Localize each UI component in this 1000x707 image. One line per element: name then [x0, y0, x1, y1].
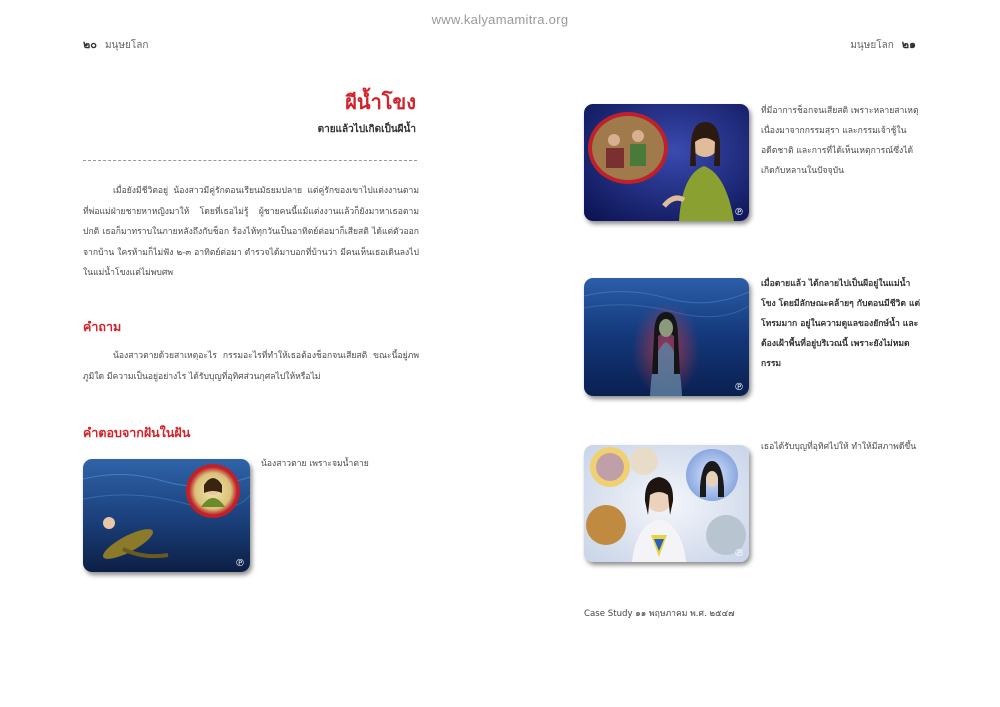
intro-paragraph [83, 181, 419, 284]
illustration-shock [584, 104, 749, 221]
publisher-logo-icon: ℗ [235, 558, 245, 569]
ghost-scene-image [584, 278, 749, 396]
running-title: มนุษยโลก [850, 40, 894, 51]
illustration-drowning [83, 459, 250, 572]
site-url: www.kalyamamitra.org [431, 12, 569, 27]
illustration-ghost [584, 278, 749, 396]
question-paragraph [83, 346, 419, 387]
publisher-logo-icon: ℗ [734, 548, 744, 559]
answer-caption: น้องสาวตาย เพราะจมน้ำตาย [261, 459, 369, 469]
publisher-logo-icon: ℗ [734, 207, 744, 218]
story-title: ผีน้ำโขง [345, 90, 416, 114]
publisher-logo-icon: ℗ [734, 382, 744, 393]
answer-heading: คำตอบจากฝันในฝัน [83, 425, 191, 440]
running-head-left [83, 35, 148, 53]
caption-shock: ที่มีอาการช็อกจนเสียสติ เพราะหลายสาเหตุ เนื่องมาจากกรรมสุรา และกรรมเจ้าชู้ในอดีตชาติ และการที่ได้เห็นเหตุการณ์ซึ่งได้เกิดกับหลานในปัจจุบัน [761, 106, 919, 176]
caption-merit: เธอได้รับบุญที่อุทิศไปให้ ทำให้มีสภาพดีขึ้น [761, 442, 917, 452]
right-page [500, 0, 1000, 707]
page-number: ๒๑ [901, 38, 916, 51]
question-text: น้องสาวตายด้วยสาเหตุอะไร กรรมอะไรที่ทำให้เธอต้องช็อกจนเสียสติ ขณะนี้อยู่ภพภูมิใด มีความเป็นอยู่อย่างไร ได้รับบุญที่อุทิศส่วนกุศลไปให้หรือไม่ [83, 351, 419, 382]
caption-ghost: เมื่อตายแล้ว ได้กลายไปเป็นผีอยู่ในแม่น้ำโขง โดยมีลักษณะคล้ายๆ กับตอนมีชีวิต แต่โทรมมาก อยู่ในความดูแลของยักษ์น้ำ และต้องเฝ้าพื้นที่อยู่บริเวณนี้ เพราะยังไม่หมดกรรม [761, 279, 921, 369]
drowning-scene-image [83, 459, 250, 572]
case-study-footer: Case Study ๑๑ พฤษภาคม พ.ศ. ๒๕๔๗ [584, 609, 735, 619]
shock-scene-image [584, 104, 749, 221]
title-divider [83, 160, 417, 161]
running-title: มนุษยโลก [104, 40, 149, 51]
running-head-right [850, 35, 916, 53]
story-subtitle: ตายแล้วไปเกิดเป็นผีน้ำ [317, 124, 416, 135]
merit-scene-image [584, 445, 749, 562]
question-heading: คำถาม [83, 319, 122, 334]
intro-text: เมื่อยังมีชีวิตอยู่ น้องสาวมีคู่รักตอนเรียนมัธยมปลาย แต่คู่รักของเขาไปแต่งงานตามที่พ่อแม่ฝ่ายชายหาหญิงมาให้ โดยที่เธอไม่รู้ ผู้ชายคนนี้แม้แต่งงานแล้วก็ยังมาหาเธอตามปกติ เธอก็มาทราบในภายหลังถึงกับช็อก ร้องไห้ทุกวันเป็นอาทิตย์ต่อมาก็เสียสติ ได้แต่ตัวออกจากบ้าน ใครห้ามก็ไม่ฟัง ๒-๓ อาทิตย์ต่อมา ตำรวจได้มาบอกที่บ้านว่า มีคนเห็นเธอเดินลงไปในแม่น้ำโขงแต่ไม่พบศพ [83, 186, 419, 278]
page-number: ๒๐ [83, 38, 97, 51]
illustration-merit [584, 445, 749, 562]
